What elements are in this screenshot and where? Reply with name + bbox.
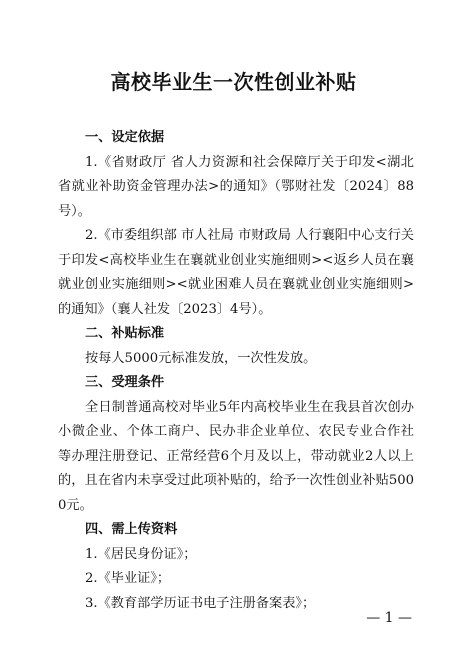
standard-paragraph: 按每人5000元标准发放，一次性发放。 <box>85 350 317 366</box>
materials-item-id-card: 1.《居民身份证》； <box>85 546 197 562</box>
materials-item-diploma: 2.《毕业证》； <box>85 571 171 586</box>
basis-paragraph-1: 1.《省财政厅 省人力资源和社会保障厅关于印发<湖北省就业补助资金管理办法>的通知》（鄂财社发〔2024〕88号）。 <box>58 154 414 219</box>
document-title: 高校毕业生一次性创业补贴 <box>110 70 357 94</box>
basis-paragraph-2: 2.《市委组织部 市人社局 市财政局 人行襄阳中心支行关于印发<高校毕业生在襄就业创业实施细则><返乡人员在襄就业创业实施细则><就业困难人员在襄就业创业实施细则>的通知》（襄人社发〔2023〕4号）。 <box>58 228 414 317</box>
section-heading-materials: 四、需上传资料 <box>85 522 178 537</box>
page-number: — 1 — <box>366 610 412 626</box>
section-heading-basis: 一、设定依据 <box>85 130 165 145</box>
conditions-paragraph: 全日制普通高校对毕业5年内高校毕业生在我县首次创办小微企业、个体工商户、民办非企业单位、农民专业合作社等办理注册登记、正常经营6个月及以上，带动就业2人以上的，且在省内未享受过此项补贴的，给予一次性创业补贴5000元。 <box>58 399 414 513</box>
section-heading-standard: 二、补贴标准 <box>85 326 165 341</box>
materials-item-registration-form: 3.《教育部学历证书电子注册备案表》； <box>85 595 316 611</box>
document-body <box>58 126 414 616</box>
section-heading-conditions: 三、受理条件 <box>85 375 165 390</box>
